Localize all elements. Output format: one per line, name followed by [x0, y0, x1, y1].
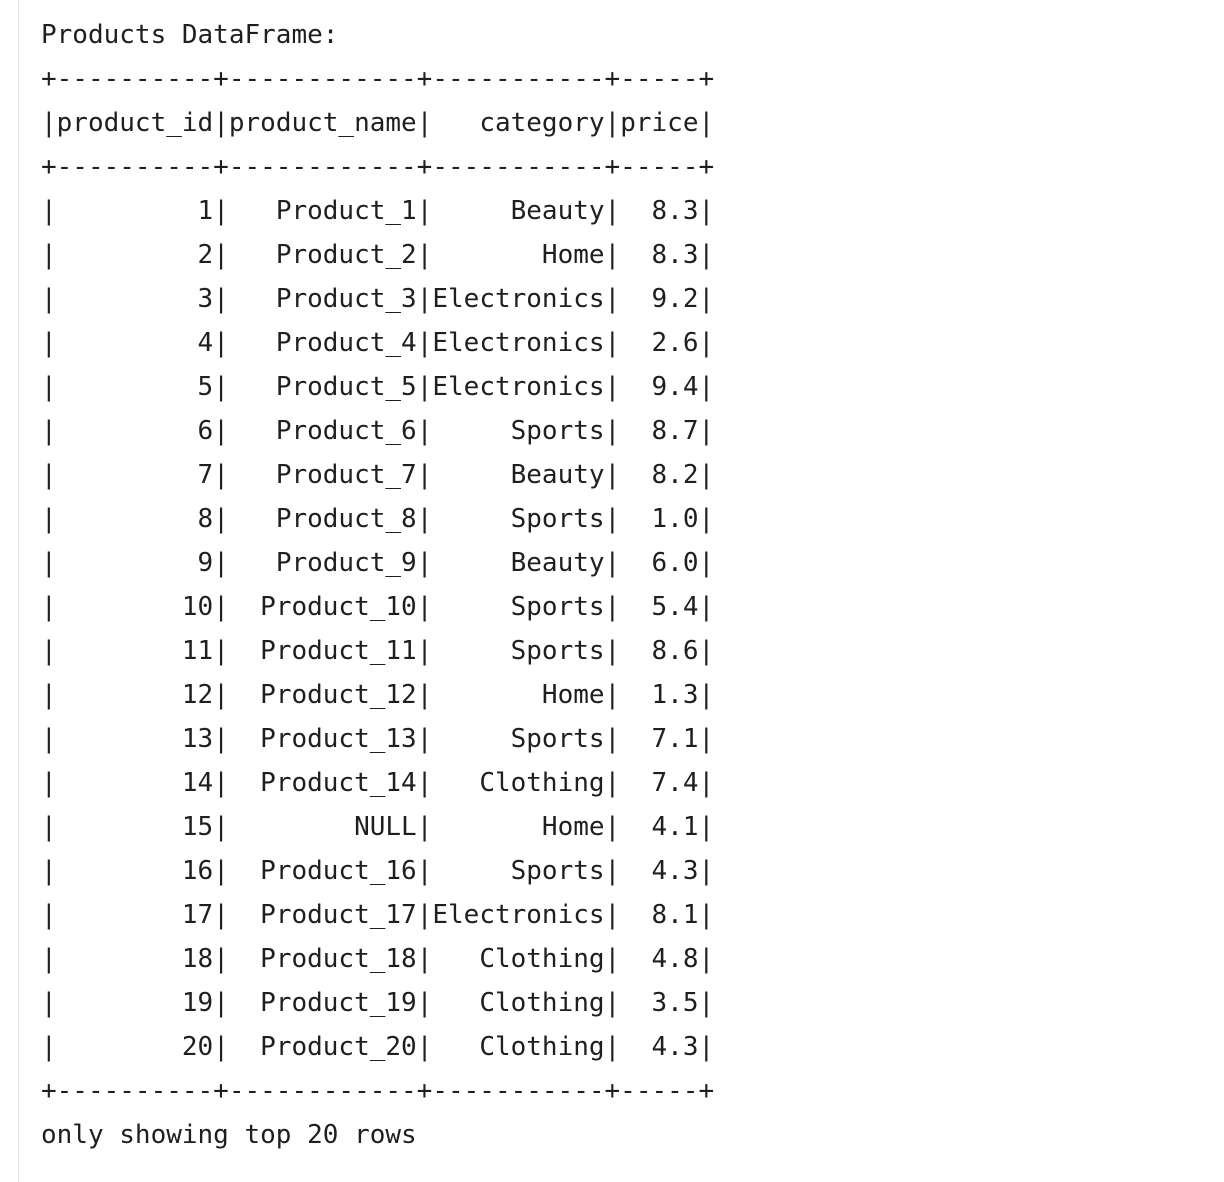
- table-cell-category: Sports: [432, 856, 605, 886]
- table-cell-price: 8.6: [620, 636, 699, 666]
- table-row: | 14| Product_14| Clothing| 7.4|: [41, 768, 715, 798]
- table-cell-category: Home: [432, 240, 605, 270]
- table-cell-category: Clothing: [432, 1032, 605, 1062]
- table-cell-product-id: 13: [56, 724, 214, 754]
- table-cell-product-name: Product_7: [228, 460, 417, 490]
- table-cell-category: Clothing: [432, 988, 605, 1018]
- table-cell-category: Electronics: [432, 900, 605, 930]
- table-cell-product-name: NULL: [228, 812, 417, 842]
- table-row: | 3| Product_3|Electronics| 9.2|: [41, 284, 715, 314]
- table-cell-category: Clothing: [432, 944, 605, 974]
- table-row: | 20| Product_20| Clothing| 4.3|: [41, 1032, 715, 1062]
- table-cell-product-name: Product_1: [228, 196, 417, 226]
- table-cell-product-id: 10: [56, 592, 214, 622]
- table-cell-product-name: Product_11: [228, 636, 417, 666]
- clipped-previous-line: [19, 0, 1224, 6]
- output-title: Products DataFrame:: [41, 20, 339, 50]
- table-row: | 10| Product_10| Sports| 5.4|: [41, 592, 715, 622]
- table-cell-price: 4.3: [620, 856, 699, 886]
- table-cell-price: 9.2: [620, 284, 699, 314]
- table-row: | 8| Product_8| Sports| 1.0|: [41, 504, 715, 534]
- table-cell-product-id: 15: [56, 812, 214, 842]
- table-row: | 15| NULL| Home| 4.1|: [41, 812, 715, 842]
- table-cell-product-name: Product_13: [228, 724, 417, 754]
- table-cell-product-id: 7: [56, 460, 214, 490]
- table-row: | 1| Product_1| Beauty| 8.3|: [41, 196, 715, 226]
- table-cell-category: Beauty: [432, 460, 605, 490]
- table-cell-product-id: 5: [56, 372, 214, 402]
- table-cell-category: Home: [432, 812, 605, 842]
- table-cell-price: 5.4: [620, 592, 699, 622]
- table-cell-product-name: Product_9: [228, 548, 417, 578]
- table-cell-product-name: Product_18: [228, 944, 417, 974]
- table-cell-price: 1.3: [620, 680, 699, 710]
- table-cell-product-id: 16: [56, 856, 214, 886]
- table-row: | 5| Product_5|Electronics| 9.4|: [41, 372, 715, 402]
- table-border-bottom: +----------+------------+-----------+-----+: [41, 1076, 715, 1106]
- table-row: | 12| Product_12| Home| 1.3|: [41, 680, 715, 710]
- table-cell-product-id: 18: [56, 944, 214, 974]
- table-cell-product-id: 9: [56, 548, 214, 578]
- output-footer: only showing top 20 rows: [41, 1120, 417, 1150]
- table-cell-product-id: 8: [56, 504, 214, 534]
- table-cell-category: Sports: [432, 592, 605, 622]
- table-cell-price: 8.1: [620, 900, 699, 930]
- table-row: | 18| Product_18| Clothing| 4.8|: [41, 944, 715, 974]
- table-cell-product-name: Product_17: [228, 900, 417, 930]
- table-row: | 16| Product_16| Sports| 4.3|: [41, 856, 715, 886]
- table-cell-price: 7.1: [620, 724, 699, 754]
- table-cell-product-id: 11: [56, 636, 214, 666]
- table-body: [41, 189, 714, 1069]
- table-cell-price: 8.2: [620, 460, 699, 490]
- table-row: | 2| Product_2| Home| 8.3|: [41, 240, 715, 270]
- table-row: | 13| Product_13| Sports| 7.1|: [41, 724, 715, 754]
- table-row: | 6| Product_6| Sports| 8.7|: [41, 416, 715, 446]
- table-cell-product-name: Product_4: [228, 328, 417, 358]
- column-header-price: price: [620, 108, 699, 138]
- table-cell-price: 3.5: [620, 988, 699, 1018]
- table-cell-category: Beauty: [432, 196, 605, 226]
- table-cell-price: 4.8: [620, 944, 699, 974]
- table-cell-price: 2.6: [620, 328, 699, 358]
- table-cell-category: Electronics: [432, 328, 605, 358]
- table-cell-product-id: 2: [56, 240, 214, 270]
- table-cell-product-name: Product_20: [228, 1032, 417, 1062]
- table-cell-category: Sports: [432, 416, 605, 446]
- table-cell-price: 4.3: [620, 1032, 699, 1062]
- table-cell-product-name: Product_19: [228, 988, 417, 1018]
- table-border-top: +----------+------------+-----------+-----+: [41, 64, 715, 94]
- table-cell-product-id: 6: [56, 416, 214, 446]
- table-row: | 19| Product_19| Clothing| 3.5|: [41, 988, 715, 1018]
- table-cell-product-id: 20: [56, 1032, 214, 1062]
- table-cell-product-id: 3: [56, 284, 214, 314]
- table-cell-product-name: Product_5: [228, 372, 417, 402]
- table-cell-category: Sports: [432, 504, 605, 534]
- table-cell-product-name: Product_8: [228, 504, 417, 534]
- table-cell-price: 8.3: [620, 196, 699, 226]
- table-cell-category: Home: [432, 680, 605, 710]
- table-cell-product-name: Product_12: [228, 680, 417, 710]
- table-cell-category: Sports: [432, 636, 605, 666]
- table-row: | 17| Product_17|Electronics| 8.1|: [41, 900, 715, 930]
- table-header-row: |product_id|product_name| category|price|: [41, 108, 715, 138]
- table-cell-price: 8.7: [620, 416, 699, 446]
- table-row: | 4| Product_4|Electronics| 2.6|: [41, 328, 715, 358]
- column-header-category: category: [432, 108, 605, 138]
- table-border-header: +----------+------------+-----------+-----+: [41, 152, 715, 182]
- table-cell-product-id: 14: [56, 768, 214, 798]
- column-header-product-name: product_name: [228, 108, 417, 138]
- table-cell-product-name: Product_6: [228, 416, 417, 446]
- table-cell-product-id: 4: [56, 328, 214, 358]
- table-row: | 9| Product_9| Beauty| 6.0|: [41, 548, 715, 578]
- table-cell-product-id: 1: [56, 196, 214, 226]
- table-cell-category: Electronics: [432, 284, 605, 314]
- table-cell-price: 9.4: [620, 372, 699, 402]
- table-cell-product-name: Product_16: [228, 856, 417, 886]
- table-cell-category: Sports: [432, 724, 605, 754]
- table-cell-product-name: Product_10: [228, 592, 417, 622]
- table-cell-price: 4.1: [620, 812, 699, 842]
- table-cell-product-id: 19: [56, 988, 214, 1018]
- table-row: | 7| Product_7| Beauty| 8.2|: [41, 460, 715, 490]
- table-cell-price: 8.3: [620, 240, 699, 270]
- table-cell-product-name: Product_3: [228, 284, 417, 314]
- table-cell-category: Clothing: [432, 768, 605, 798]
- table-cell-price: 6.0: [620, 548, 699, 578]
- column-header-product-id: product_id: [56, 108, 214, 138]
- table-cell-category: Electronics: [432, 372, 605, 402]
- console-output-panel: [18, 0, 1224, 1182]
- console-output: [41, 13, 714, 1157]
- table-cell-price: 7.4: [620, 768, 699, 798]
- table-cell-product-name: Product_14: [228, 768, 417, 798]
- table-row: | 11| Product_11| Sports| 8.6|: [41, 636, 715, 666]
- table-cell-price: 1.0: [620, 504, 699, 534]
- table-cell-product-id: 12: [56, 680, 214, 710]
- table-cell-category: Beauty: [432, 548, 605, 578]
- table-cell-product-id: 17: [56, 900, 214, 930]
- table-cell-product-name: Product_2: [228, 240, 417, 270]
